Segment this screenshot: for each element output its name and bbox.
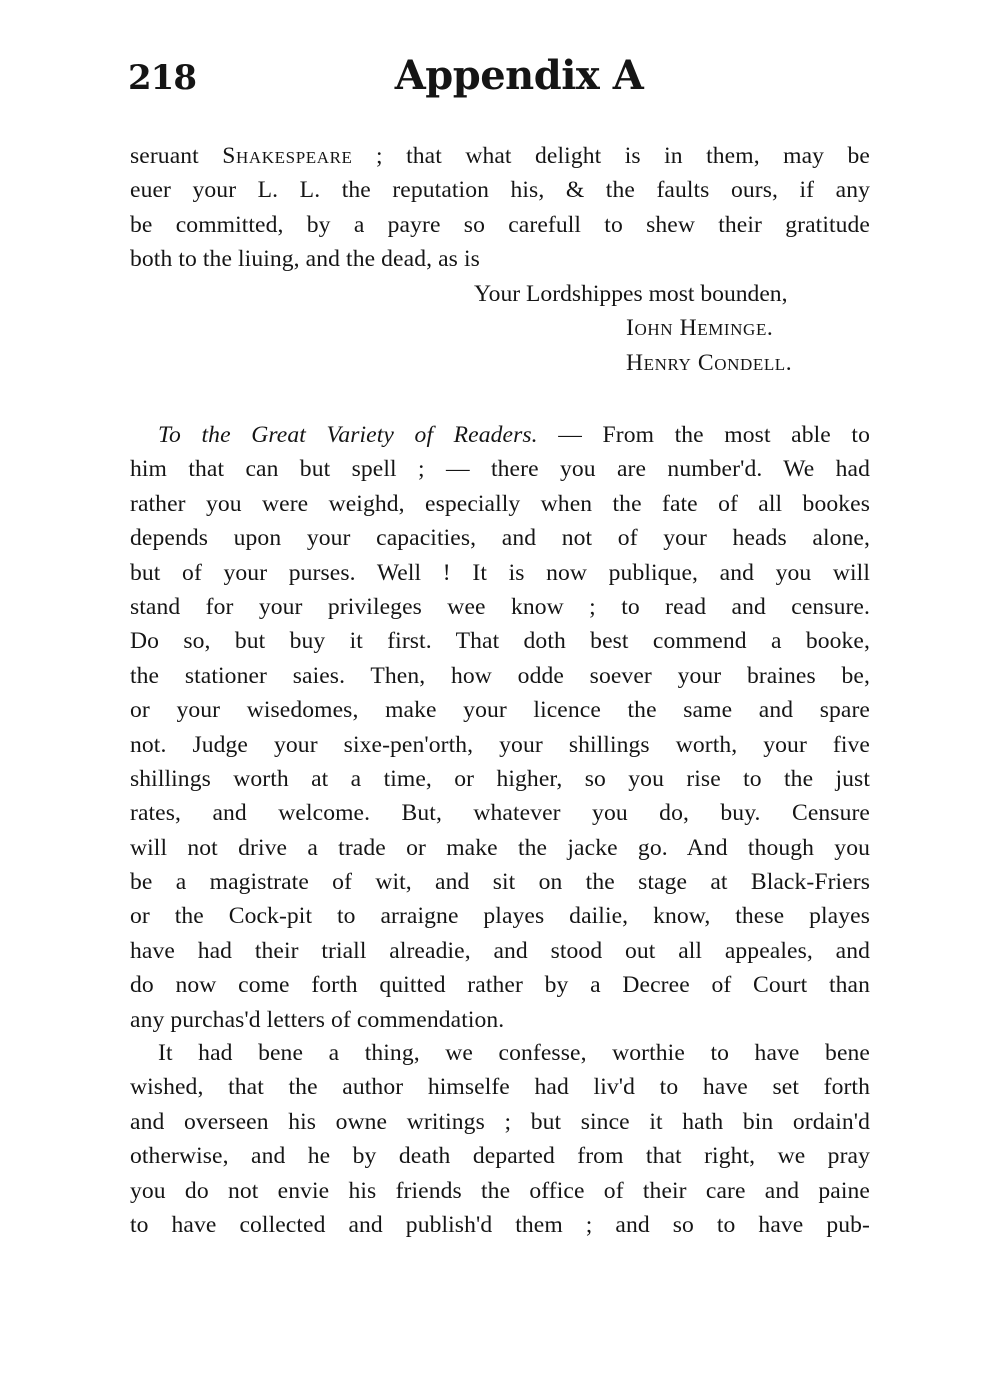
signature-closing: Your Lordshippes most bounden, bbox=[474, 281, 788, 307]
text-line: but of your purses. Well ! It is now publique, and you will bbox=[130, 559, 870, 586]
text-line: you do not envie his friends the office of their care and paine bbox=[130, 1177, 870, 1204]
author-name-small-caps: Shakespeare bbox=[222, 143, 353, 169]
text-line: Do so, but buy it first. That doth best commend a booke, bbox=[130, 628, 870, 655]
text-line: or your wisedomes, make your licence the same and spare bbox=[130, 697, 870, 724]
text-line: and overseen his owne writings ; but since it hath bin ordain'd bbox=[130, 1108, 870, 1135]
section-heading: To the Great Variety of Readers. bbox=[158, 422, 538, 448]
text-line: do now come forth quitted rather by a Decree of Court than bbox=[130, 972, 870, 999]
signatory-heminge: Iohn Heminge. bbox=[626, 315, 774, 342]
text-line: shillings worth at a time, or higher, so you rise to the just bbox=[130, 765, 870, 792]
text-line: depends upon your capacities, and not of your heads alone, bbox=[130, 525, 870, 552]
readers-address-paragraph bbox=[130, 418, 870, 1037]
continuation-paragraph bbox=[130, 1036, 870, 1242]
text-line: not. Judge your sixe-pen'orth, your shillings worth, your five bbox=[130, 731, 870, 758]
text-line: be committed, by a payre so carefull to shew their gratitude bbox=[130, 211, 870, 238]
text-line: stand for your privileges wee know ; to read and censure. bbox=[130, 593, 870, 620]
text-line: It had bene a thing, we confesse, worthie to have bene bbox=[158, 1040, 870, 1066]
dedication-paragraph-end bbox=[130, 139, 870, 277]
text-line: have had their triall alreadie, and stood out all appeales, and bbox=[130, 937, 870, 964]
text-line: or the Cock-pit to arraigne playes dailie, know, these playes bbox=[130, 903, 870, 930]
page-header bbox=[128, 52, 870, 108]
signatory-condell: Henry Condell. bbox=[626, 349, 793, 376]
text-line: rates, and welcome. But, whatever you do, buy. Censure bbox=[130, 800, 870, 827]
text-line: both to the liuing, and the dead, as is bbox=[130, 246, 480, 273]
text-line: rather you were weighd, especially when the fate of all bookes bbox=[130, 490, 870, 517]
signature-block bbox=[130, 277, 870, 380]
text-line: wished, that the author himselfe had liv'd to have set forth bbox=[130, 1074, 870, 1101]
text-line: otherwise, and he by death departed from that right, we pray bbox=[130, 1143, 870, 1170]
text-line: seruant Shakespeare ; that what delight is in them, may be bbox=[130, 143, 870, 169]
text-line: to have collected and publish'd them ; and so to have pub- bbox=[130, 1211, 870, 1238]
text-line: will not drive a trade or make the jacke go. And though you bbox=[130, 834, 870, 861]
page-number: 218 bbox=[128, 58, 196, 98]
running-title: Appendix A bbox=[394, 52, 644, 99]
text-line: To the Great Variety of Readers. — From the most able to bbox=[158, 422, 870, 448]
text-line: euer your L. L. the reputation his, & the faults ours, if any bbox=[130, 177, 870, 204]
text-line: any purchas'd letters of commendation. bbox=[130, 1006, 505, 1033]
text-line: be a magistrate of wit, and sit on the stage at Black-Friers bbox=[130, 869, 870, 896]
text-line: him that can but spell ; — there you are number'd. We had bbox=[130, 456, 870, 483]
text-line: the stationer saies. Then, how odde soever your braines be, bbox=[130, 662, 870, 689]
